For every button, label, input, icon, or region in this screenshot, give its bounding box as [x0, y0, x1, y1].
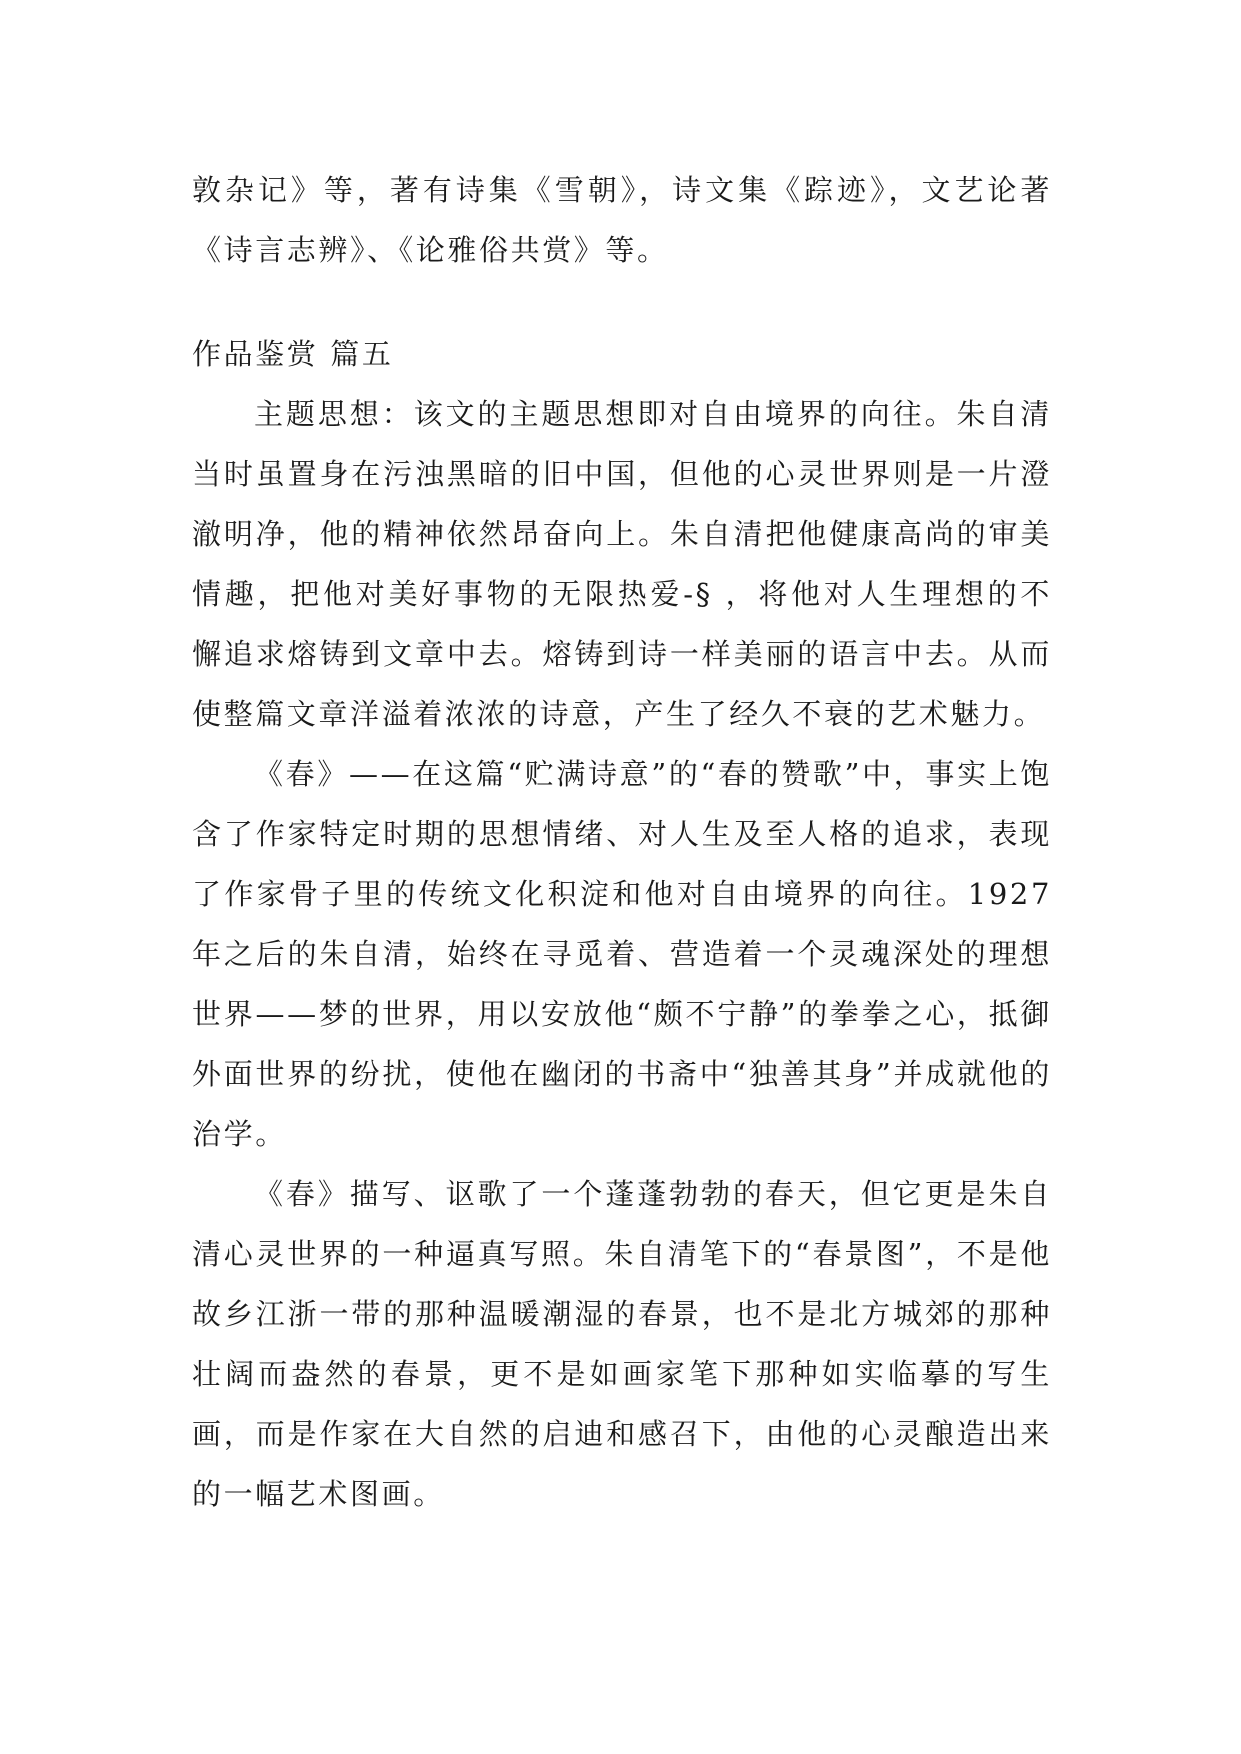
- paragraph-chun-portrait: 《春》描写、讴歌了一个蓬蓬勃勃的春天，但它更是朱自清心灵世界的一种逼真写照。朱自清笔下的“春景图”，不是他故乡江浙一带的那种温暖潮湿的春景，也不是北方城郊的那种壮阔而盎然的春景，更不是如画家笔下那种如实临摹的写生画，而是作家在大自然的启迪和感召下，由他的心灵酿造出来的一幅艺术图画。: [192, 1177, 1052, 1511]
- paragraph-theme: 主题思想：该文的主题思想即对自由境界的向往。朱自清当时虽置身在污浊黑暗的旧中国，但他的心灵世界则是一片澄澈明净，他的精神依然昂奋向上。朱自清把他健康高尚的审美情趣，把他对美好事物的无限热爱-§ ，将他对人生理想的不懈追求熔铸到文章中去。熔铸到诗一样美丽的语言中去。从而使整篇文章洋溢着浓浓的诗意，产生了经久不衰的艺术魅力。: [192, 397, 1052, 731]
- document-page: [192, 160, 1052, 1524]
- paragraph-chun-ode: 《春》——在这篇“贮满诗意”的“春的赞歌”中，事实上饱含了作家特定时期的思想情绪、对人生及至人格的追求，表现了作家骨子里的传统文化积淀和他对自由境界的向往。1927 年之后的朱自清，始终在寻觅着、营造着一个灵魂深处的理想世界——梦的世界，用以安放他“颇不宁静”的拳拳之心，抵御外面世界的纷扰，使他在幽闭的书斋中“独善其身”并成就他的治学。: [192, 757, 1052, 1151]
- section-heading: 作品鉴赏 篇五: [192, 337, 394, 371]
- intro-paragraph: 敦杂记》等，著有诗集《雪朝》，诗文集《踪迹》，文艺论著《诗言志辨》、《论雅俗共赏》等。: [192, 173, 1052, 267]
